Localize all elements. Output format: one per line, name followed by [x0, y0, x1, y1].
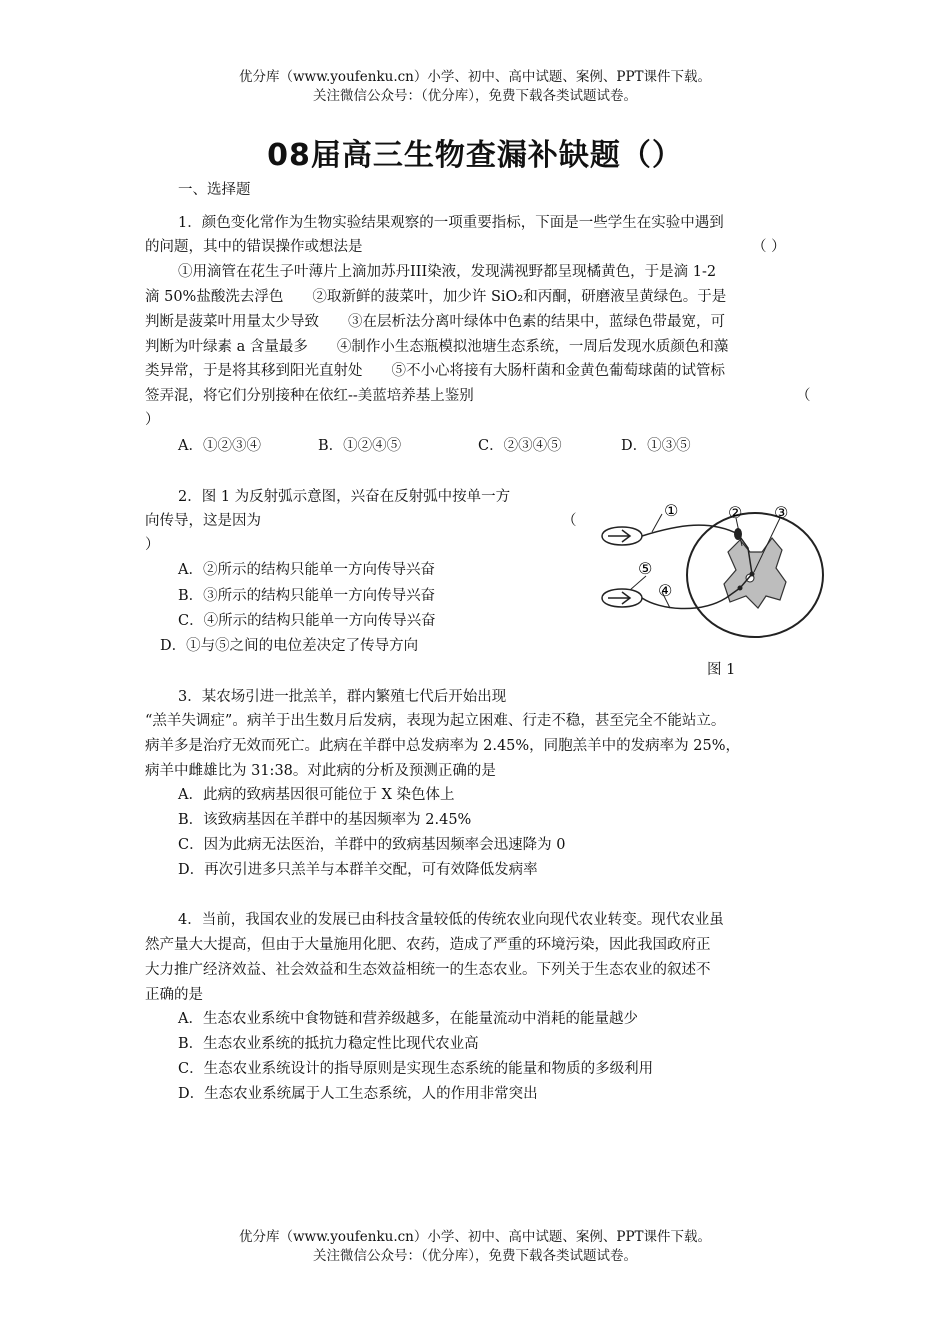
- q3-line: 病羊多是治疗无效而死亡。此病在羊群中总发病率为 2.45%，同胞羔羊中的发病率为 25%，: [145, 738, 741, 754]
- footer-line-1: 优分库（www.youfenku.cn）小学、初中、高中试题、案例、PPT课件下载。: [238, 1229, 712, 1245]
- q4-line: 正确的是: [145, 987, 203, 1003]
- label-2: ②: [728, 503, 743, 522]
- label-1: ①: [664, 501, 679, 520]
- q4-line: 然产量大大提高，但由于大量施用化肥、农药，造成了严重的环境污染，因此我国政府正: [145, 937, 711, 953]
- section-heading: 一、选择题: [178, 182, 251, 198]
- q1-line: 签弄混，将它们分别接种在依红--美蓝培养基上鉴别: [145, 388, 474, 404]
- q1-line: 判断为叶绿素 a 含量最多 ④制作小生态瓶模拟池塘生态系统，一周后发现水质颜色和藻: [145, 339, 729, 355]
- leader-line: [630, 576, 646, 590]
- q2-option-a: A．②所示的结构只能单一方向传导兴奋: [178, 562, 435, 578]
- q1-line: 判断是菠菜叶用量太少导致 ③在层析法分离叶绿体中色素的结果中，蓝绿色带最宽，可: [145, 314, 725, 330]
- label-3: ③: [774, 503, 789, 522]
- q4-option-b: B．生态农业系统的抵抗力稳定性比现代农业高: [178, 1036, 479, 1052]
- q4-option-d: D．生态农业系统属于人工生态系统，人的作用非常突出: [178, 1086, 538, 1102]
- q1-answer-paren: （ ）: [752, 239, 786, 255]
- q2-paren-open: （: [562, 513, 577, 529]
- q1-option-a: A．①②③④: [178, 438, 261, 454]
- q4-option-c: C．生态农业系统设计的指导原则是实现生态系统的能量和物质的多级利用: [178, 1061, 654, 1077]
- q1-paren-open: （: [796, 388, 811, 404]
- q4-option-a: A．生态农业系统中食物链和营养级越多，在能量流动中消耗的能量越少: [178, 1011, 638, 1027]
- q1-option-d: D．①③⑤: [621, 438, 691, 454]
- q4-line: 大力推广经济效益、社会效益和生态效益相统一的生态农业。下列关于生态农业的叙述不: [145, 962, 711, 978]
- q4-line: 4．当前，我国农业的发展已由科技含量较低的传统农业向现代农业转变。现代农业虽: [178, 912, 724, 928]
- q1-line: ①用滴管在花生子叶薄片上滴加苏丹III染液，发现满视野都呈现橘黄色，于是滴 1-2: [178, 264, 717, 280]
- q1-line: 滴 50%盐酸洗去浮色 ②取新鲜的菠菜叶，加少许 SiO₂和丙酮，研磨液呈黄绿色。于是: [145, 289, 727, 305]
- leader-line: [652, 514, 662, 532]
- q2-line: 向传导，这是因为: [145, 513, 261, 529]
- q1-option-c: C．②③④⑤: [478, 438, 562, 454]
- q3-line: 3．某农场引进一批羔羊，群内繁殖七代后开始出现: [178, 689, 507, 705]
- q2-option-c: C．④所示的结构只能单一方向传导兴奋: [178, 613, 436, 629]
- q2-option-b: B．③所示的结构只能单一方向传导兴奋: [178, 588, 436, 604]
- q3-option-a: A．此病的致病基因很可能位于 X 染色体上: [178, 787, 455, 803]
- q3-option-b: B．该致病基因在羊群中的基因频率为 2.45%: [178, 812, 472, 828]
- q1-line: 类异常，于是将其移到阳光直射处 ⑤不小心将接有大肠杆菌和金黄色葡萄球菌的试管标: [145, 363, 725, 379]
- page-title: 08届高三生物查漏补缺题（）: [267, 138, 683, 173]
- header-line-1: 优分库（www.youfenku.cn）小学、初中、高中试题、案例、PPT课件下载。: [238, 69, 712, 85]
- reflex-arc-figure: [590, 490, 840, 650]
- q3-line: 病羊中雌雄比为 31:38。对此病的分析及预测正确的是: [145, 763, 496, 779]
- q1-line: 的问题，其中的错误操作或想法是: [145, 239, 363, 255]
- footer-line-2: 关注微信公众号：（优分库），免费下载各类试题试卷。: [313, 1248, 637, 1264]
- figure-caption: 图 1: [707, 662, 736, 678]
- label-4: ④: [658, 581, 673, 600]
- q1-line: 1．颜色变化常作为生物实验结果观察的一项重要指标，下面是一些学生在实验中遇到: [178, 215, 724, 231]
- q1-option-b: B．①②④⑤: [318, 438, 402, 454]
- q1-paren-close: ）: [145, 412, 160, 428]
- q3-option-c: C．因为此病无法医治，羊群中的致病基因频率会迅速降为 0: [178, 837, 566, 853]
- q2-paren-close: ）: [145, 537, 160, 553]
- q2-line: 2．图 1 为反射弧示意图，兴奋在反射弧中按单一方: [178, 489, 511, 505]
- q2-option-d: D．①与⑤之间的电位差决定了传导方向: [160, 638, 419, 654]
- q3-option-d: D．再次引进多只羔羊与本群羊交配，可有效降低发病率: [178, 862, 538, 878]
- label-5: ⑤: [638, 559, 653, 578]
- q3-line: “羔羊失调症”。病羊于出生数月后发病，表现为起立困难、行走不稳，甚至完全不能站立。: [145, 713, 726, 729]
- header-line-2: 关注微信公众号：（优分库），免费下载各类试题试卷。: [313, 88, 637, 104]
